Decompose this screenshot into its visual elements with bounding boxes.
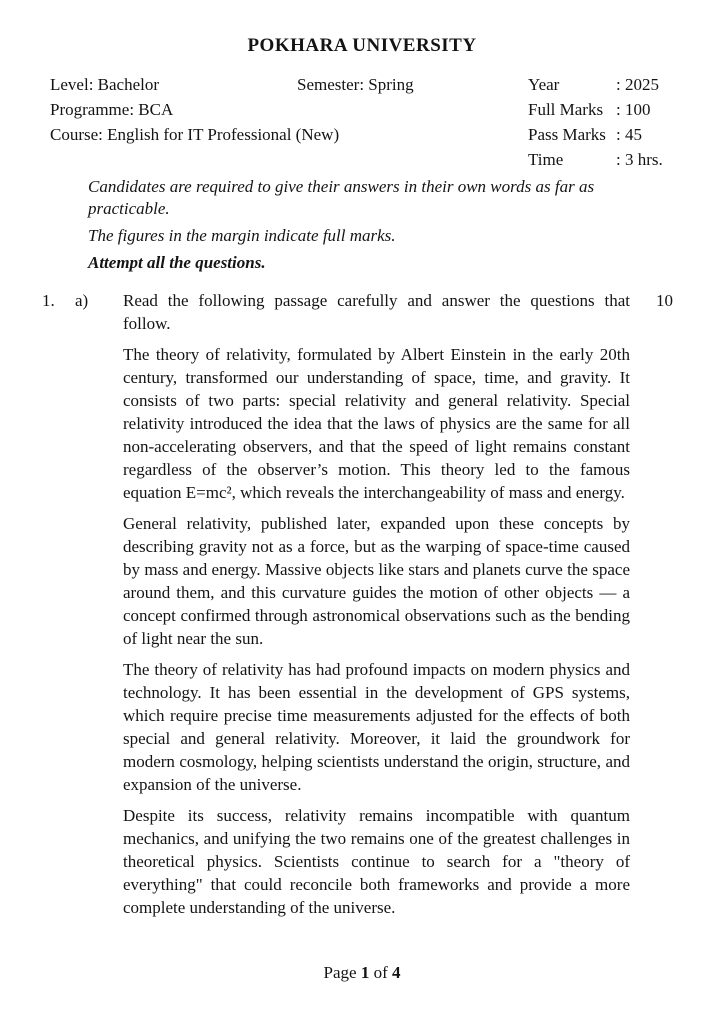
meta-pass-marks-label: Pass Marks (528, 125, 606, 144)
passage-paragraph-4: Despite its success, relativity remains incompatible with quantum mechanics, and unifying the two remains one of the greatest challenges in theoretical physics. Scientists continue to search for a "theory of everything" that could reconcile both frameworks and provide a more complete understanding of the universe. (123, 806, 630, 917)
meta-semester: Semester: Spring (297, 75, 414, 94)
meta-full-marks-label: Full Marks (528, 100, 604, 119)
meta-course: Course: English for IT Professional (New) (50, 125, 340, 144)
page-title: POKHARA UNIVERSITY (247, 35, 477, 56)
meta-time-row (528, 147, 663, 172)
meta-full-marks-value: : 100 (616, 100, 651, 119)
footer-page-number: 1 (360, 963, 370, 982)
meta-right-column (528, 72, 663, 172)
instruction-margin-marks: The figures in the margin indicate full marks. (88, 226, 396, 245)
meta-year-label: Year (528, 75, 560, 94)
meta-time-label: Time (528, 150, 564, 169)
passage-paragraph-3: The theory of relativity has had profound impacts on modern physics and technology. It has been essential in the development of GPS systems, which require precise time measurements adjusted for the effects of both special and general relativity. Moreover, it laid the groundwork for modern cosmology, helping scientists understand the origin, structure, and expansion of the universe. (123, 660, 630, 794)
instruction-own-words: Candidates are required to give their answers in their own words as far as practicable. (88, 177, 595, 218)
meta-full-marks-row (528, 97, 663, 122)
exam-meta-header (0, 72, 724, 172)
meta-level: Level: Bachelor (50, 75, 160, 94)
meta-left-column (50, 72, 340, 147)
question-1a (0, 289, 724, 919)
meta-time-value: : 3 hrs. (616, 150, 663, 169)
footer-of-word: of (373, 963, 388, 982)
meta-pass-marks-value: : 45 (616, 125, 642, 144)
footer-page-word: Page (323, 963, 357, 982)
page-footer (0, 963, 724, 983)
question-body (123, 289, 630, 919)
instruction-attempt-all: Attempt all the questions. (88, 253, 266, 272)
footer-total-pages: 4 (391, 963, 401, 982)
meta-year-row (528, 72, 663, 97)
question-part-label: a) (75, 291, 89, 310)
candidate-instructions (88, 176, 648, 274)
meta-programme: Programme: BCA (50, 100, 174, 119)
question-marks: 10 (656, 291, 673, 310)
meta-year-value: : 2025 (616, 75, 659, 94)
passage-paragraph-2: General relativity, published later, expanded upon these concepts by describing gravity not as a force, but as the warping of space-time caused by mass and energy. Massive objects like stars and planets curve the space around them, and this curvature guides the motion of other objects — a concept confirmed through astronomical observations such as the bending of light near the sun. (123, 514, 630, 648)
question-prompt: Read the following passage carefully and answer the questions that follow. (123, 291, 630, 333)
question-number: 1. (42, 291, 55, 310)
meta-pass-marks-row (528, 122, 663, 147)
passage-paragraph-1: The theory of relativity, formulated by Albert Einstein in the early 20th century, transformed our understanding of space, time, and gravity. It consists of two parts: special relativity and general relativity. Special relativity introduced the idea that the laws of physics are the same for all non-accelerating observers, and that the speed of light remains constant regardless of the observer’s motion. This theory led to the famous equation E=mc², which reveals the interchangeability of mass and energy. (123, 345, 630, 502)
